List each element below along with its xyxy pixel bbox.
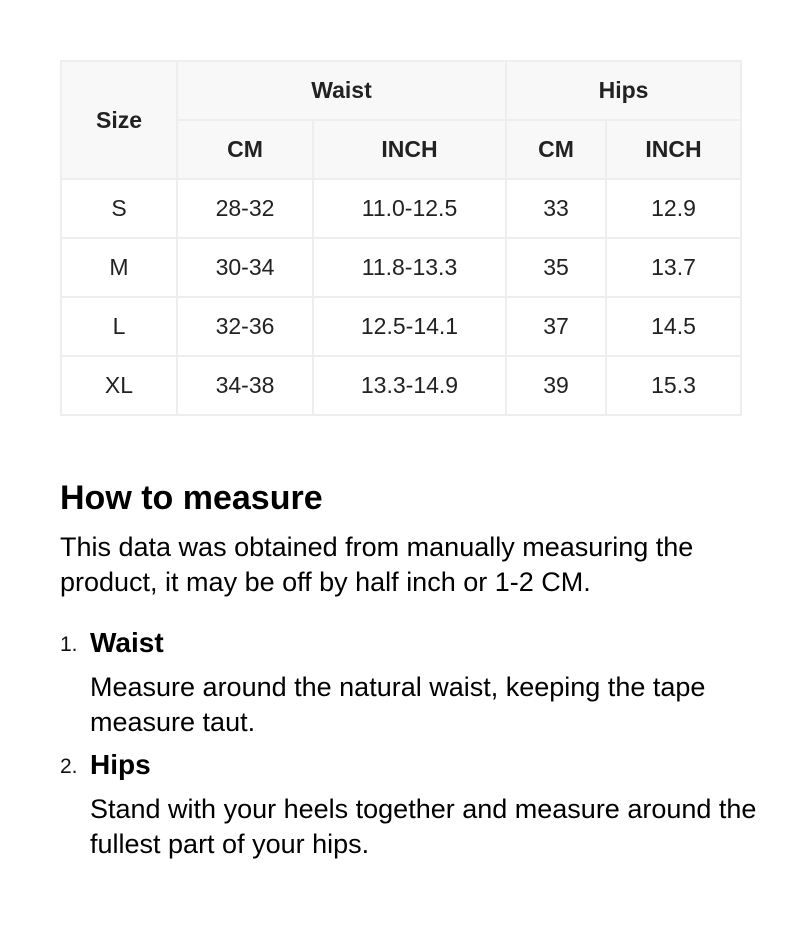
size-chart-table [60, 60, 742, 416]
waist-inch-header: INCH [313, 120, 506, 179]
step-text-hips: Stand with your heels together and measure around the fullest part of your hips. [90, 794, 757, 859]
step-number: 1. [60, 633, 78, 656]
measure-steps-list [60, 626, 760, 862]
size-cell: L [61, 297, 177, 356]
size-cell: M [61, 238, 177, 297]
waist-inch-cell: 12.5-14.1 [313, 297, 506, 356]
hips-cm-cell: 35 [506, 238, 606, 297]
section-title: How to measure [60, 479, 323, 517]
hips-group-header: Hips [506, 61, 741, 120]
hips-cm-cell: 33 [506, 179, 606, 238]
hips-cm-header: CM [506, 120, 606, 179]
hips-cm-cell: 37 [506, 297, 606, 356]
hips-inch-cell: 12.9 [606, 179, 741, 238]
how-to-measure-section [60, 476, 760, 870]
waist-cm-cell: 30-34 [177, 238, 313, 297]
list-item [60, 748, 760, 862]
hips-inch-header: INCH [606, 120, 741, 179]
waist-cm-cell: 32-36 [177, 297, 313, 356]
step-text-waist: Measure around the natural waist, keeping the tape measure taut. [90, 672, 706, 737]
size-cell: XL [61, 356, 177, 415]
step-title-hips: Hips [90, 749, 151, 780]
waist-group-header: Waist [177, 61, 506, 120]
table-row [61, 297, 741, 356]
hips-cm-cell: 39 [506, 356, 606, 415]
size-header: Size [61, 61, 177, 179]
list-item [60, 626, 760, 740]
step-title-waist: Waist [90, 627, 164, 658]
waist-inch-cell: 11.8-13.3 [313, 238, 506, 297]
hips-inch-cell: 14.5 [606, 297, 741, 356]
waist-cm-cell: 34-38 [177, 356, 313, 415]
hips-inch-cell: 13.7 [606, 238, 741, 297]
waist-inch-cell: 13.3-14.9 [313, 356, 506, 415]
waist-cm-header: CM [177, 120, 313, 179]
table-row [61, 356, 741, 415]
table-row [61, 179, 741, 238]
waist-inch-cell: 11.0-12.5 [313, 179, 506, 238]
waist-cm-cell: 28-32 [177, 179, 313, 238]
hips-inch-cell: 15.3 [606, 356, 741, 415]
size-cell: S [61, 179, 177, 238]
table-row [61, 238, 741, 297]
table-header-row [61, 61, 741, 120]
step-number: 2. [60, 755, 78, 778]
section-intro: This data was obtained from manually measuring the product, it may be off by half inch or 1-2 CM. [60, 532, 694, 597]
